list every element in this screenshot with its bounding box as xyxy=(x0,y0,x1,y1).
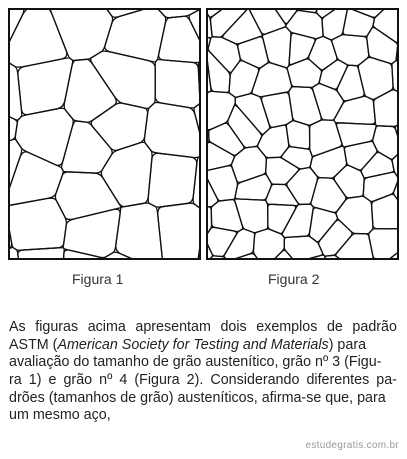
grain-boundary xyxy=(210,10,246,37)
grain-boundary xyxy=(268,204,296,233)
grain-boundary xyxy=(374,90,397,127)
grain-boundary xyxy=(101,142,152,206)
grain-boundary xyxy=(394,178,397,204)
grain-boundary xyxy=(287,59,321,87)
grain-boundary xyxy=(10,139,22,204)
line-4-word-4: nº xyxy=(99,372,113,389)
grain-boundary xyxy=(387,249,397,258)
grain-boundary xyxy=(373,10,397,43)
watermark: estudegratis.com.br xyxy=(305,440,399,451)
grain-boundary xyxy=(50,10,113,60)
grain-boundary xyxy=(228,105,262,147)
question-line-1 xyxy=(9,319,397,337)
grain-boundary xyxy=(266,157,299,184)
grain-boundary xyxy=(189,10,199,56)
grain-pattern-2 xyxy=(208,10,397,258)
question-text xyxy=(9,319,397,425)
grain-boundary xyxy=(208,50,230,92)
grain-boundary xyxy=(144,103,199,158)
figure-1-caption: Figura 1 xyxy=(72,271,124,287)
line-4-word-5: 4 xyxy=(119,372,128,389)
question-line-3: avaliação do tamanho de grão austenítico, grão nº 3 (Figu- xyxy=(9,354,382,371)
grain-boundary xyxy=(286,121,309,149)
line-1-word-1: figuras xyxy=(35,319,79,335)
figure-2-caption: Figura 2 xyxy=(268,271,320,287)
grain-boundary xyxy=(372,194,397,228)
grain-boundary xyxy=(235,94,269,135)
grain-boundary xyxy=(262,92,293,127)
line-1-word-3: apresentam xyxy=(135,319,211,335)
grain-boundary xyxy=(281,147,312,169)
line-1-word-2: acima xyxy=(87,319,126,335)
grain-boundary xyxy=(282,204,313,237)
grain-boundary xyxy=(211,200,242,232)
grain-boundary xyxy=(284,236,322,258)
grain-boundary xyxy=(262,27,291,68)
grain-boundary xyxy=(266,184,299,205)
grain-boundary xyxy=(155,60,199,108)
grain-boundary xyxy=(18,248,64,258)
grain-boundary xyxy=(373,126,397,159)
grain-boundary xyxy=(295,255,325,258)
line-4-word-9: diferentes xyxy=(306,372,370,389)
grain-boundary xyxy=(322,255,347,258)
question-line-6: um mesmo aço, xyxy=(9,407,111,424)
grain-boundary xyxy=(396,31,397,61)
grain-boundary xyxy=(287,168,318,205)
line-4-word-2: e xyxy=(48,372,57,389)
grain-boundary xyxy=(234,199,268,233)
line-1-word-4: dois xyxy=(220,319,247,335)
grain-boundary xyxy=(264,250,296,258)
line-1-word-7: padrão xyxy=(352,319,397,335)
line-4-word-8: Considerando xyxy=(210,372,300,389)
grain-boundary xyxy=(10,10,67,67)
grain-boundary xyxy=(235,174,271,200)
line-1-word-5: exemplos xyxy=(256,319,318,335)
grain-boundary xyxy=(289,87,321,125)
grain-boundary xyxy=(361,152,394,177)
grain-boundary xyxy=(369,229,397,258)
grain-boundary xyxy=(232,147,267,183)
grain-boundary xyxy=(208,166,237,201)
question-line-4 xyxy=(9,372,397,390)
grain-boundary xyxy=(336,196,373,234)
grain-boundary xyxy=(55,172,121,219)
line-4-word-3: grão xyxy=(63,372,93,389)
grain-boundary xyxy=(230,254,265,258)
grain-boundary xyxy=(159,16,199,62)
grain-boundary xyxy=(336,123,376,147)
line-4-word-6: (Figura xyxy=(134,372,180,389)
grain-boundary xyxy=(148,153,197,207)
grain-boundary xyxy=(337,65,364,101)
grain-boundary xyxy=(198,56,199,103)
line-4-word-1: 1) xyxy=(28,372,42,389)
grain-boundary xyxy=(62,250,104,258)
line-4-word-10: pa- xyxy=(376,372,397,389)
grain-boundary xyxy=(395,121,397,149)
line-2-suffix: ) para xyxy=(328,336,367,353)
line-4-word-7: 2). xyxy=(186,372,204,389)
astm-full-name: American Society for Testing and Materials xyxy=(57,336,329,353)
grain-boundary xyxy=(313,84,344,121)
grain-boundary xyxy=(336,233,373,258)
grain-boundary xyxy=(310,146,346,178)
grain-boundary xyxy=(208,256,235,258)
grain-boundary xyxy=(64,59,116,122)
question-line-2 xyxy=(9,337,397,355)
grain-boundary xyxy=(319,220,352,256)
line-2-prefix: ASTM ( xyxy=(9,336,58,353)
grain-boundary xyxy=(10,248,20,258)
figure-1-grain-micrograph xyxy=(8,8,201,260)
grain-pattern-1 xyxy=(10,10,199,258)
grain-boundary xyxy=(194,100,199,152)
grain-boundary xyxy=(229,61,259,97)
grain-boundary xyxy=(91,51,156,108)
figure-2-grain-micrograph xyxy=(206,8,399,260)
grain-boundary xyxy=(10,198,66,250)
grain-boundary xyxy=(116,203,163,258)
grain-boundary xyxy=(158,203,199,258)
grain-boundary xyxy=(363,172,397,201)
line-1-word-6: de xyxy=(326,319,343,335)
grain-boundary xyxy=(103,252,158,258)
grain-boundary xyxy=(309,37,337,70)
question-line-5: drões (tamanhos de grão) austeníticos, afirma-se que, para xyxy=(9,389,386,406)
grain-boundary xyxy=(223,10,263,44)
grain-boundary xyxy=(250,10,286,34)
grain-boundary xyxy=(334,165,364,198)
line-1-word-0: As xyxy=(9,319,26,335)
line-4-word-0: ra xyxy=(9,372,22,389)
grain-boundary xyxy=(334,96,375,124)
